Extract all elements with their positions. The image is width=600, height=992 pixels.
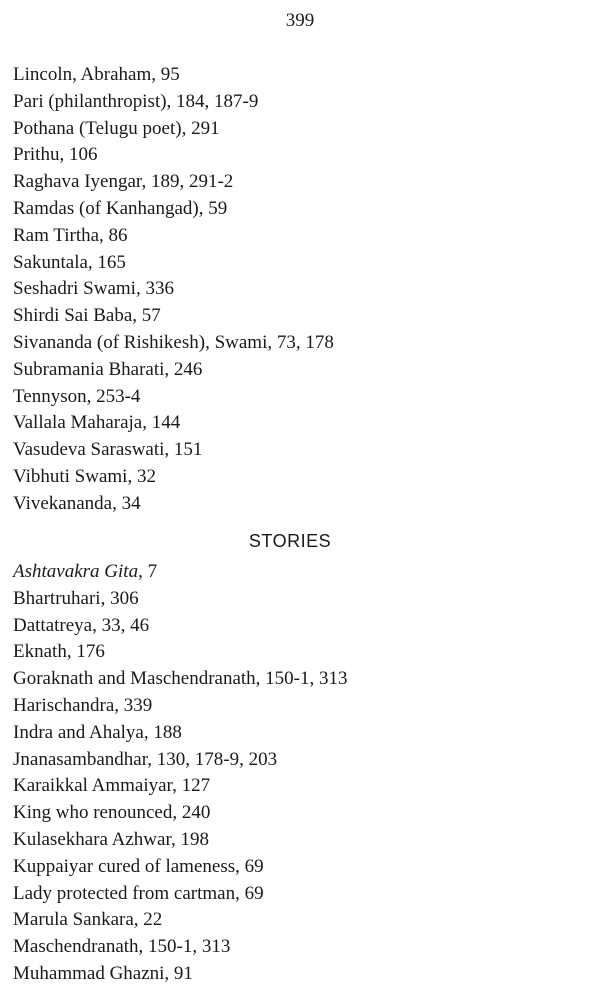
- index-entry: Kulasekhara Azhwar, 198: [13, 828, 210, 850]
- index-entry: Kuppaiyar cured of lameness, 69: [13, 855, 264, 877]
- index-entry: Subramania Bharati, 246: [13, 358, 203, 380]
- index-entry: Eknath, 176: [13, 641, 105, 663]
- stories-index-list: [13, 559, 348, 988]
- index-entry: Raghava Iyengar, 189, 291-2: [13, 171, 234, 193]
- index-entry: Pari (philanthropist), 184, 187-9: [13, 90, 259, 112]
- index-entry: Maschendranath, 150-1, 313: [13, 936, 231, 958]
- index-entry: Tennyson, 253-4: [13, 385, 141, 407]
- index-entry: Seshadri Swami, 336: [13, 278, 174, 300]
- page-number: 399: [285, 10, 315, 31]
- index-entry: Muhammad Ghazni, 91: [13, 962, 193, 984]
- index-entry-title: Ashtavakra Gita: [13, 561, 139, 582]
- index-entry-pages: , 7: [138, 561, 158, 582]
- people-index-list: [13, 62, 334, 518]
- index-entry: Indra and Ahalya, 188: [13, 721, 182, 743]
- index-entry: Ramdas (of Kanhangad), 59: [13, 197, 228, 219]
- index-entry: Vivekananda, 34: [13, 492, 141, 514]
- index-entry: Shirdi Sai Baba, 57: [13, 305, 161, 327]
- index-entry: Vibhuti Swami, 32: [13, 465, 156, 487]
- index-entry: Prithu, 106: [13, 144, 98, 166]
- index-entry: Pothana (Telugu poet), 291: [13, 117, 220, 139]
- index-entry: [13, 559, 348, 586]
- index-entry: Vallala Maharaja, 144: [13, 412, 181, 434]
- index-entry: Marula Sankara, 22: [13, 909, 163, 931]
- index-entry: Sakuntala, 165: [13, 251, 126, 273]
- index-entry: Harischandra, 339: [13, 694, 153, 716]
- index-entry: Sivananda (of Rishikesh), Swami, 73, 178: [13, 331, 334, 353]
- index-entry: Goraknath and Maschendranath, 150-1, 313: [13, 668, 348, 690]
- section-heading-stories: STORIES: [248, 531, 332, 551]
- index-entry: Lady protected from cartman, 69: [13, 882, 264, 904]
- index-entry: Vasudeva Saraswati, 151: [13, 439, 203, 461]
- index-entry: Ram Tirtha, 86: [13, 224, 128, 246]
- index-entry: Karaikkal Ammaiyar, 127: [13, 775, 211, 797]
- index-entry: King who renounced, 240: [13, 802, 211, 824]
- index-entry: Jnanasambandhar, 130, 178-9, 203: [13, 748, 278, 770]
- index-entry: Lincoln, Abraham, 95: [13, 64, 180, 85]
- index-entry: Bhartruhari, 306: [13, 587, 139, 609]
- index-entry: Dattatreya, 33, 46: [13, 614, 150, 636]
